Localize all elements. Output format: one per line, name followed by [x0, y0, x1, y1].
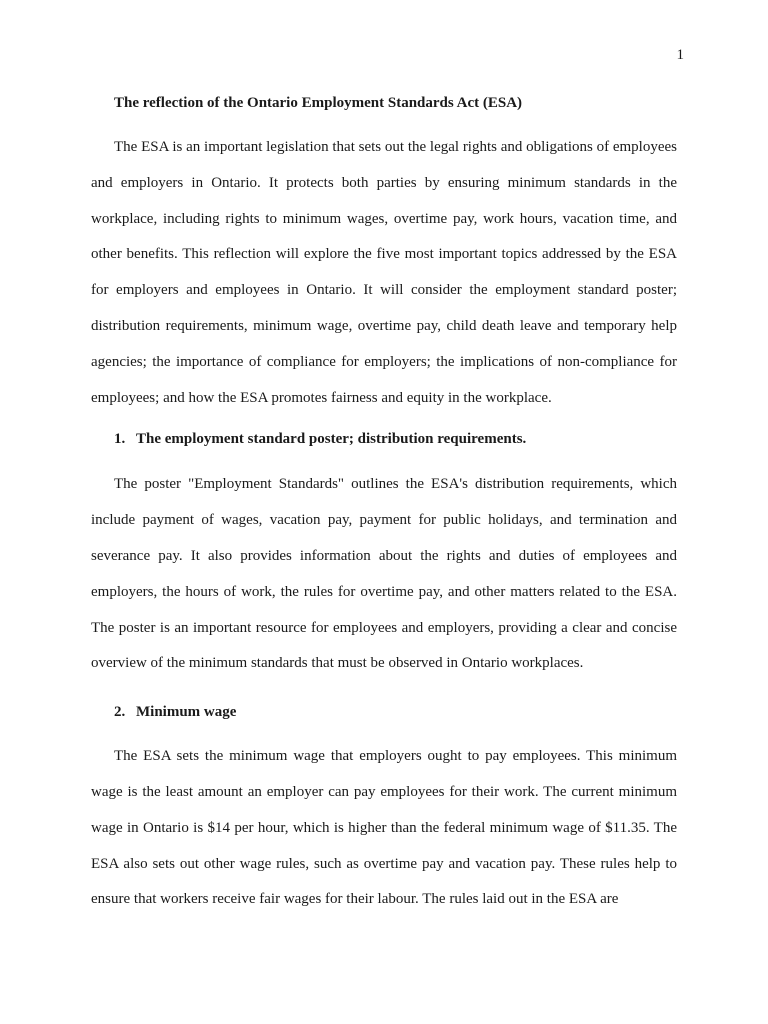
section-heading-2: [91, 702, 677, 722]
intro-paragraph: The ESA is an important legislation that sets out the legal rights and obligations of employees and employers in Ontario. It protects both parties by ensuring minimum standards in the workplace, including rights to minimum wages, overtime pay, work hours, vacation time, and other benefits. This reflection will explore the five most important topics addressed by the ESA for employers and employees in Ontario. It will consider the employment standard poster; distribution requirements, minimum wage, overtime pay, child death leave and temporary help agencies; the importance of compliance for employers; the implications of non-compliance for employees; and how the ESA promotes fairness and equity in the workplace.: [91, 139, 677, 406]
page-number: 1: [676, 47, 684, 63]
section-heading-1: [91, 429, 677, 449]
section-paragraph-2: The ESA sets the minimum wage that employers ought to pay employees. This minimum wage is the least amount an employer can pay employees for their work. The current minimum wage in Ontario is $14 per hour, which is higher than the federal minimum wage of $11.35. The ESA also sets out other wage rules, such as overtime pay and vacation pay. These rules help to ensure that workers receive fair wages for their labour. The rules laid out in the ESA are: [91, 748, 677, 908]
section-paragraph-1: The poster "Employment Standards" outlines the ESA's distribution requirements, which include payment of wages, vacation pay, payment for public holidays, and termination and severance pay. It also provides information about the rights and duties of employees and employers, the hours of work, the rules for overtime pay, and other matters related to the ESA. The poster is an important resource for employees and employers, providing a clear and concise overview of the minimum standards that must be observed in Ontario workplaces.: [91, 476, 677, 672]
section-number-1: 1.: [114, 431, 126, 448]
section-title-1: The employment standard poster; distribution requirements.: [136, 431, 527, 448]
section-number-2: 2.: [114, 704, 126, 721]
document-body: [91, 93, 677, 918]
section-title-2: Minimum wage: [136, 704, 237, 721]
document-title: The reflection of the Ontario Employment Standards Act (ESA): [114, 95, 523, 111]
